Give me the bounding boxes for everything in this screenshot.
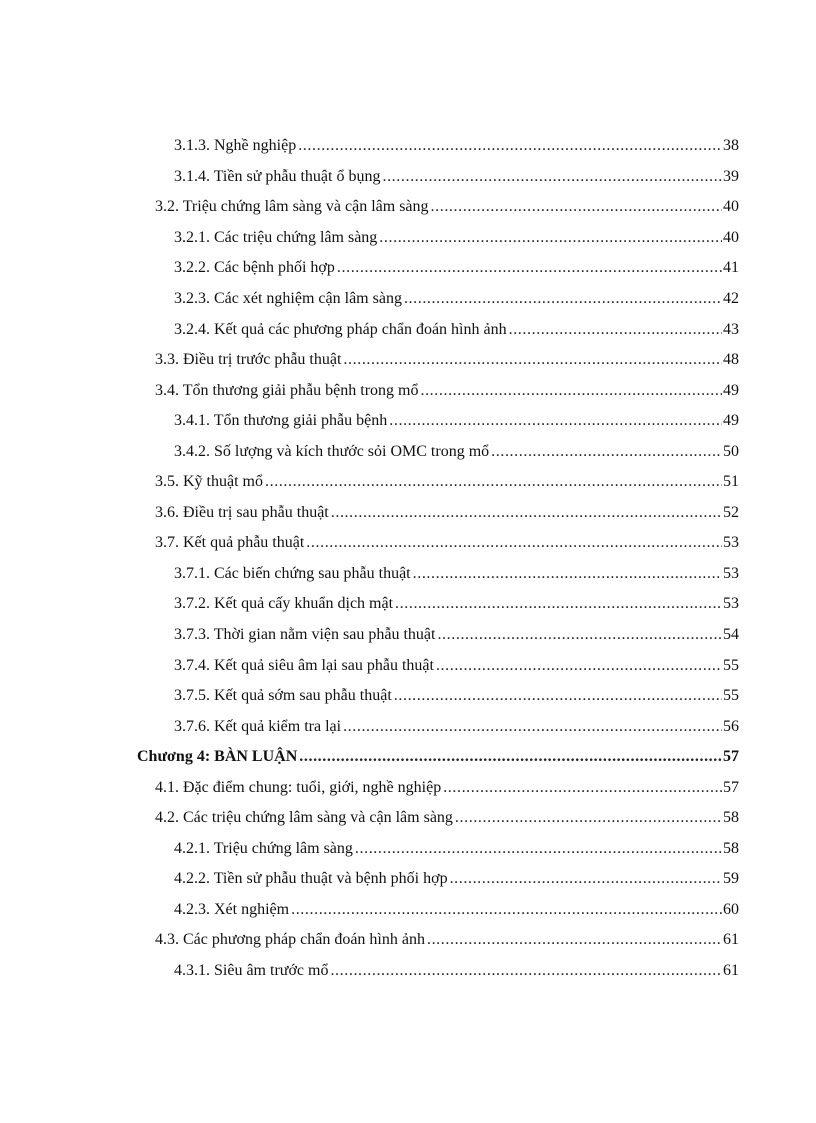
toc-entry-title: 4.3.1. Siêu âm trước mổ (174, 962, 329, 980)
toc-entry-page: 49 (723, 381, 739, 399)
toc-entry-title: 3.1.3. Nghề nghiệp (174, 137, 297, 155)
toc-entry-page: 57 (723, 748, 739, 766)
toc-entry-page: 61 (723, 931, 739, 949)
toc-entry-page: 53 (723, 595, 739, 613)
toc-leader-dots (509, 321, 722, 339)
toc-leader-dots (306, 534, 722, 552)
toc-leader-dots (379, 229, 722, 247)
toc-leader-dots (394, 687, 722, 705)
toc-entry[interactable] (0, 314, 739, 345)
toc-entry-page: 57 (723, 778, 739, 796)
toc-entry[interactable] (0, 498, 739, 529)
toc-entry-title: 3.2.3. Các xét nghiệm cận lâm sàng (174, 290, 402, 307)
toc-leader-dots (450, 870, 722, 888)
toc-entry-title: 3.6. Điều trị sau phẫu thuật (155, 503, 329, 521)
toc-entry-page: 59 (723, 870, 739, 888)
toc-entry[interactable] (0, 772, 739, 803)
toc-entry-title: 4.2.2. Tiền sử phẫu thuật và bệnh phối hợp (174, 870, 448, 888)
toc-leader-dots (343, 718, 722, 736)
toc-entry-page: 51 (723, 473, 739, 491)
toc-entry[interactable] (0, 131, 739, 162)
toc-entry-page: 38 (723, 137, 739, 155)
toc-leader-dots (330, 962, 722, 980)
toc-entry-page: 39 (723, 167, 739, 185)
toc-entry-title: 3.7.6. Kết quả kiểm tra lại (174, 717, 342, 735)
toc-leader-dots (437, 626, 722, 644)
toc-entry[interactable] (0, 834, 739, 865)
toc-leader-dots (265, 473, 722, 491)
toc-entry-title: 3.5. Kỹ thuật mổ (155, 473, 263, 491)
toc-entry-title: 3.7.5. Kết quả sớm sau phẫu thuật (174, 687, 392, 705)
toc-leader-dots (427, 931, 722, 949)
toc-entry-title: 3.2.2. Các bệnh phối hợp (174, 259, 335, 277)
toc-entry-page: 61 (723, 962, 739, 980)
toc-leader-dots (355, 840, 722, 858)
toc-leader-dots (291, 901, 722, 919)
toc-leader-dots (395, 595, 722, 613)
toc-entry[interactable] (0, 895, 739, 926)
toc-leader-dots (382, 168, 722, 186)
toc-entry-page: 50 (723, 442, 739, 460)
toc-entry-title: 3.7.3. Thời gian nằm viện sau phẫu thuật (174, 626, 436, 644)
toc-leader-dots (443, 779, 722, 797)
toc-entry-title: 3.1.4. Tiền sử phẫu thuật ổ bụng (174, 167, 381, 185)
toc-entry-page: 42 (723, 290, 739, 307)
toc-entry-title: 3.2.1. Các triệu chứng lâm sàng (174, 228, 378, 246)
toc-entry[interactable] (0, 681, 739, 712)
toc-entry-page: 49 (723, 412, 739, 430)
toc-leader-dots (331, 504, 722, 522)
toc-entry-page: 40 (723, 198, 739, 216)
toc-entry-title: 3.2. Triệu chứng lâm sàng và cận lâm sàng (155, 198, 429, 216)
toc-entry[interactable] (0, 223, 739, 254)
toc-entry[interactable] (0, 375, 739, 406)
toc-entry-page: 41 (723, 259, 739, 277)
toc-leader-dots (298, 137, 722, 155)
toc-entry-page: 52 (723, 503, 739, 521)
toc-leader-dots (431, 198, 722, 216)
toc-leader-dots (299, 748, 722, 766)
toc-entry-page: 55 (723, 656, 739, 674)
toc-entry-title: 3.4.2. Số lượng và kích thước sỏi OMC trong mổ (174, 442, 490, 460)
toc-leader-dots (337, 259, 722, 277)
toc-entry-title: 3.7.4. Kết quả siêu âm lại sau phẫu thuật (174, 656, 434, 674)
toc-leader-dots (343, 351, 722, 369)
toc-entry[interactable] (0, 467, 739, 498)
toc-entry[interactable] (0, 925, 739, 956)
toc-entry-title: 3.7. Kết quả phẫu thuật (155, 534, 305, 552)
toc-entry[interactable] (0, 162, 739, 193)
toc-entry[interactable] (0, 559, 739, 590)
toc-entry[interactable] (0, 803, 739, 834)
table-of-contents (0, 131, 816, 986)
toc-entry[interactable] (0, 650, 739, 681)
toc-leader-dots (404, 290, 722, 308)
toc-entry-page: 55 (723, 687, 739, 705)
toc-entry[interactable] (0, 406, 739, 437)
toc-entry[interactable] (0, 192, 739, 223)
toc-entry-page: 60 (723, 900, 739, 918)
toc-entry[interactable] (0, 956, 739, 987)
toc-entry[interactable] (0, 253, 739, 284)
toc-entry-title: 4.2. Các triệu chứng lâm sàng và cận lâm sàng (155, 809, 453, 827)
toc-entry-page: 58 (723, 809, 739, 827)
toc-entry-page: 43 (723, 320, 739, 338)
toc-leader-dots (420, 382, 722, 400)
toc-entry-page: 40 (723, 228, 739, 246)
toc-entry-title: 3.2.4. Kết quả các phương pháp chẩn đoán hình ảnh (174, 320, 507, 338)
toc-entry-page: 48 (723, 351, 739, 369)
toc-entry[interactable] (0, 589, 739, 620)
toc-entry-title: 4.1. Đặc điểm chung: tuổi, giới, nghề nghiệp (155, 778, 442, 796)
toc-entry[interactable] (0, 528, 739, 559)
toc-entry-title: 4.2.3. Xét nghiệm (174, 900, 290, 918)
toc-entry-title: 4.3. Các phương pháp chẩn đoán hình ảnh (155, 931, 425, 949)
toc-leader-dots (455, 809, 722, 827)
toc-chapter-entry[interactable] (0, 742, 739, 773)
toc-entry-page: 54 (723, 626, 739, 644)
toc-entry-title: 3.7.1. Các biến chứng sau phẫu thuật (174, 564, 411, 582)
toc-leader-dots (413, 565, 722, 583)
toc-entry-page: 53 (723, 564, 739, 582)
toc-entry[interactable] (0, 284, 739, 315)
toc-entry-title: 3.3. Điều trị trước phẫu thuật (155, 351, 342, 369)
toc-entry[interactable] (0, 345, 739, 376)
toc-entry[interactable] (0, 436, 739, 467)
toc-leader-dots (491, 443, 722, 461)
toc-entry-title: 3.4.1. Tổn thương giải phẫu bệnh (174, 412, 388, 430)
toc-leader-dots (436, 657, 722, 675)
toc-leader-dots (389, 412, 722, 430)
toc-entry-title: 3.7.2. Kết quả cấy khuẩn dịch mật (174, 595, 394, 613)
toc-entry-page: 58 (723, 839, 739, 857)
toc-entry-title: 4.2.1. Triệu chứng lâm sàng (174, 839, 353, 857)
toc-entry[interactable] (0, 864, 739, 895)
toc-entry-page: 56 (723, 717, 739, 735)
toc-entry[interactable] (0, 711, 739, 742)
toc-entry-title: 3.4. Tổn thương giải phẫu bệnh trong mổ (155, 381, 419, 399)
toc-entry-page: 53 (723, 534, 739, 552)
toc-entry[interactable] (0, 620, 739, 651)
toc-entry-title: Chương 4: BÀN LUẬN (137, 748, 298, 766)
